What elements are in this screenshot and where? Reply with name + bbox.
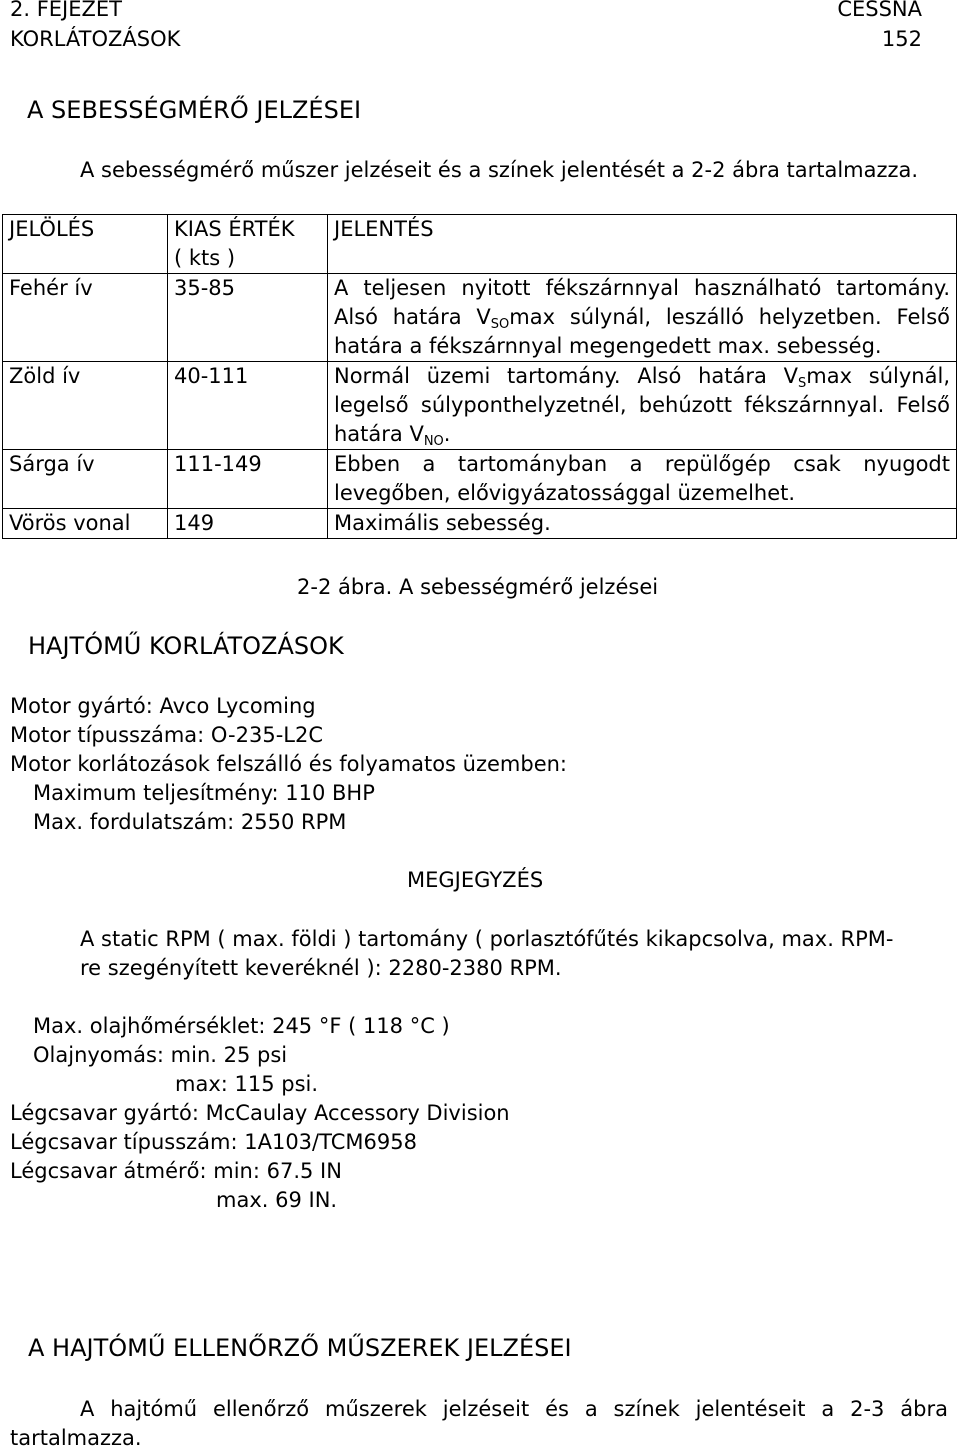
airspeed-markings-table xyxy=(2,214,957,539)
column-header-marking: JELÖLÉS xyxy=(3,215,168,274)
airspeed-intro: A sebességmérő műszer jelzéseit és a színek jelentését a 2-2 ábra tartalmazza. xyxy=(80,158,919,182)
marking-cell: Sárga ív xyxy=(3,450,168,509)
propeller-diameter-min: Légcsavar átmérő: min: 67.5 IN xyxy=(10,1159,342,1183)
engine-model: Motor típusszáma: O-235-L2C xyxy=(10,723,323,747)
meaning-cell: Normál üzemi tartomány. Alsó határa $V_S\max$ súlynál, legelső súlyponthelyzetnél, behúzott fékszárnnyal. Felső határa $V_{NO}$. xyxy=(328,362,957,450)
brand-label: CESSNA xyxy=(837,0,922,21)
kias-cell: 35-85 xyxy=(168,274,328,362)
engine-limits-heading: Motor korlátozások felszálló és folyamatos üzemben: xyxy=(10,752,568,776)
section-label: KORLÁTOZÁSOK xyxy=(10,27,181,51)
meaning-cell: Maximális sebesség. xyxy=(328,509,957,539)
oil-temperature: Max. olajhőmérséklet: 245 °F ( 118 °C ) xyxy=(33,1014,450,1038)
table-row xyxy=(3,362,957,450)
table-row xyxy=(3,274,957,362)
marking-cell: Fehér ív xyxy=(3,274,168,362)
oil-pressure-max: max: 115 psi. xyxy=(175,1072,319,1096)
table-row xyxy=(3,450,957,509)
marking-cell: Vörös vonal xyxy=(3,509,168,539)
airspeed-section-title: A SEBESSÉGMÉRŐ JELZÉSEI xyxy=(27,96,362,124)
note-title: MEGJEGYZÉS xyxy=(407,868,544,892)
engine-manufacturer: Motor gyártó: Avco Lycoming xyxy=(10,694,316,718)
engine-max-rpm: Max. fordulatszám: 2550 RPM xyxy=(33,810,347,834)
instruments-section-title: A HAJTÓMŰ ELLENŐRZŐ MŰSZEREK JELZÉSEI xyxy=(28,1334,572,1362)
column-header-meaning: JELENTÉS xyxy=(328,215,957,274)
column-header-kias: KIAS ÉRTÉK ( kts ) xyxy=(168,215,328,274)
kias-cell: 149 xyxy=(168,509,328,539)
oil-pressure-min: Olajnyomás: min. 25 psi xyxy=(33,1043,288,1067)
instruments-intro-line-1: A hajtómű ellenőrző műszerek jelzéseit és a színek jelentéseit a 2-3 ábra xyxy=(80,1397,948,1421)
engine-max-power: Maximum teljesítmény: 110 BHP xyxy=(33,781,375,805)
figure-caption: 2-2 ábra. A sebességmérő jelzései xyxy=(297,575,659,599)
table-header-row xyxy=(3,215,957,274)
propeller-model: Légcsavar típusszám: 1A103/TCM6958 xyxy=(10,1130,417,1154)
marking-cell: Zöld ív xyxy=(3,362,168,450)
meaning-cell: Ebben a tartományban a repülőgép csak nyugodt levegőben, elővigyázatossággal üzemelhet. xyxy=(328,450,957,509)
kias-cell: 40-111 xyxy=(168,362,328,450)
engine-section-title: HAJTÓMŰ KORLÁTOZÁSOK xyxy=(28,632,344,660)
page-number: 152 xyxy=(881,27,922,51)
propeller-diameter-max: max. 69 IN. xyxy=(216,1188,338,1212)
propeller-manufacturer: Légcsavar gyártó: McCaulay Accessory Division xyxy=(10,1101,510,1125)
kias-cell: 111-149 xyxy=(168,450,328,509)
meaning-cell: A teljesen nyitott fékszárnnyal használható tartomány. Alsó határa $V_{SO}\max$ súlynál, leszálló helyzetben. Felső határa a fékszárnnyal megengedett max. sebesség. xyxy=(328,274,957,362)
note-line-2: re szegényített keveréknél ): 2280-2380 RPM. xyxy=(80,956,562,980)
note-line-1: A static RPM ( max. földi ) tartomány ( porlasztófűtés kikapcsolva, max. RPM- xyxy=(80,927,894,951)
chapter-label: 2. FEJEZET xyxy=(10,0,123,21)
table-row xyxy=(3,509,957,539)
instruments-intro-line-2: tartalmazza. xyxy=(10,1426,142,1450)
